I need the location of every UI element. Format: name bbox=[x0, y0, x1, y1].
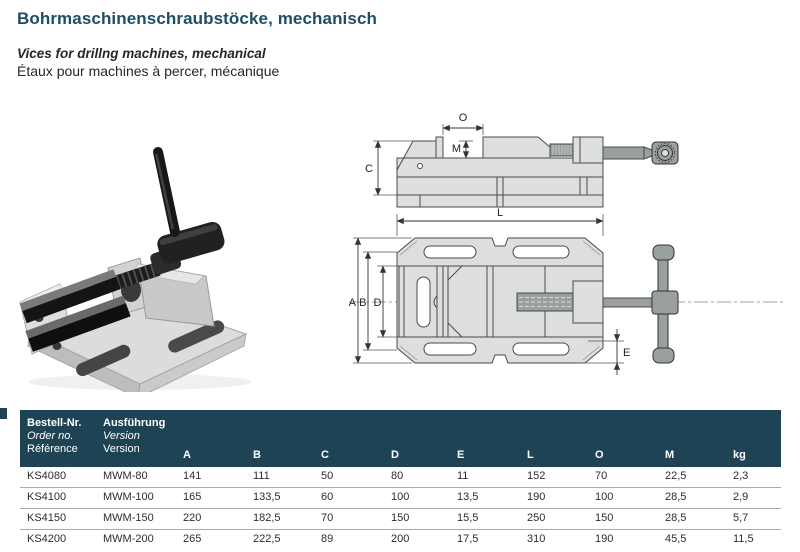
col-header-C: C bbox=[321, 449, 329, 461]
table-row bbox=[20, 467, 781, 488]
table-cell: MWM-150 bbox=[103, 512, 154, 524]
dim-label-A: A bbox=[348, 297, 356, 309]
table-cell: 100 bbox=[391, 491, 410, 503]
table-cell: 15,5 bbox=[457, 512, 479, 524]
table-cell: KS4100 bbox=[27, 491, 67, 503]
dim-label-B: B bbox=[359, 297, 367, 309]
table-cell: 265 bbox=[183, 533, 202, 545]
dim-label-M: M bbox=[451, 143, 461, 155]
table-cell: 11 bbox=[457, 470, 469, 482]
col-header-B: B bbox=[253, 449, 261, 461]
table-cell: 141 bbox=[183, 470, 202, 482]
table-cell: 80 bbox=[391, 470, 404, 482]
col-header-A: A bbox=[183, 449, 191, 461]
dim-label-E: E bbox=[623, 347, 631, 359]
col-header-M: M bbox=[665, 449, 675, 461]
table-cell: 28,5 bbox=[665, 491, 687, 503]
table-cell: 200 bbox=[391, 533, 410, 545]
col-header-order-no: Bestell-Nr. Order no. Référence bbox=[27, 417, 82, 455]
table-cell: 2,3 bbox=[733, 470, 749, 482]
col-header-E: E bbox=[457, 449, 465, 461]
table-cell: 2,9 bbox=[733, 491, 749, 503]
table-cell: 222,5 bbox=[253, 533, 281, 545]
table-cell: 310 bbox=[527, 533, 546, 545]
table-cell: 11,5 bbox=[733, 533, 754, 545]
top-view bbox=[349, 238, 786, 375]
table-cell: 17,5 bbox=[457, 533, 479, 545]
table-cell: 28,5 bbox=[665, 512, 687, 524]
page-title: Bohrmaschinenschraubstöcke, mechanisch bbox=[17, 9, 377, 28]
table-cell: 22,5 bbox=[665, 470, 687, 482]
table-header-row bbox=[20, 410, 781, 467]
table-cell: KS4200 bbox=[27, 533, 67, 545]
table-cell: 70 bbox=[321, 512, 334, 524]
dim-label-L: L bbox=[496, 207, 504, 219]
col-header-kg: kg bbox=[733, 449, 746, 461]
dim-label-O: O bbox=[458, 112, 468, 124]
table-cell: MWM-80 bbox=[103, 470, 148, 482]
subtitle-french: Étaux pour machines à percer, mécanique bbox=[17, 63, 280, 79]
table-cell: 100 bbox=[595, 491, 614, 503]
page-edge-marker bbox=[0, 408, 7, 419]
table-cell: 45,5 bbox=[665, 533, 687, 545]
table-cell: 152 bbox=[527, 470, 546, 482]
table-cell: 70 bbox=[595, 470, 608, 482]
vice-handle bbox=[157, 152, 176, 232]
table-cell: KS4080 bbox=[27, 470, 67, 482]
side-view bbox=[365, 112, 678, 207]
table-cell: KS4150 bbox=[27, 512, 67, 524]
dim-L bbox=[397, 207, 603, 236]
technical-drawing bbox=[345, 108, 800, 400]
table-cell: 190 bbox=[527, 491, 546, 503]
table-cell: 111 bbox=[253, 470, 270, 482]
table-cell: 150 bbox=[391, 512, 410, 524]
table-cell: 250 bbox=[527, 512, 546, 524]
table-cell: 133,5 bbox=[253, 491, 281, 503]
col-header-O: O bbox=[595, 449, 604, 461]
table-cell: MWM-200 bbox=[103, 533, 154, 545]
table-cell: 220 bbox=[183, 512, 202, 524]
table-row bbox=[20, 530, 781, 550]
table-cell: 182,5 bbox=[253, 512, 281, 524]
table-cell: 60 bbox=[321, 491, 334, 503]
table-cell: 150 bbox=[595, 512, 614, 524]
table-cell: 190 bbox=[595, 533, 614, 545]
col-header-version: Ausführung Version Version bbox=[103, 417, 166, 455]
table-cell: MWM-100 bbox=[103, 491, 154, 503]
table-cell: 89 bbox=[321, 533, 334, 545]
col-header-D: D bbox=[391, 449, 399, 461]
table-row bbox=[20, 509, 781, 530]
spec-table bbox=[20, 410, 781, 550]
dim-label-C: C bbox=[365, 163, 373, 175]
product-photo bbox=[8, 122, 308, 392]
table-cell: 165 bbox=[183, 491, 202, 503]
col-header-L: L bbox=[527, 449, 534, 461]
table-row bbox=[20, 488, 781, 509]
table-cell: 13,5 bbox=[457, 491, 479, 503]
dim-label-D: D bbox=[373, 297, 382, 309]
vice-hub bbox=[155, 220, 226, 266]
table-cell: 50 bbox=[321, 470, 334, 482]
subtitle-english: Vices for drillng machines, mechanical bbox=[17, 46, 266, 61]
table-cell: 5,7 bbox=[733, 512, 749, 524]
